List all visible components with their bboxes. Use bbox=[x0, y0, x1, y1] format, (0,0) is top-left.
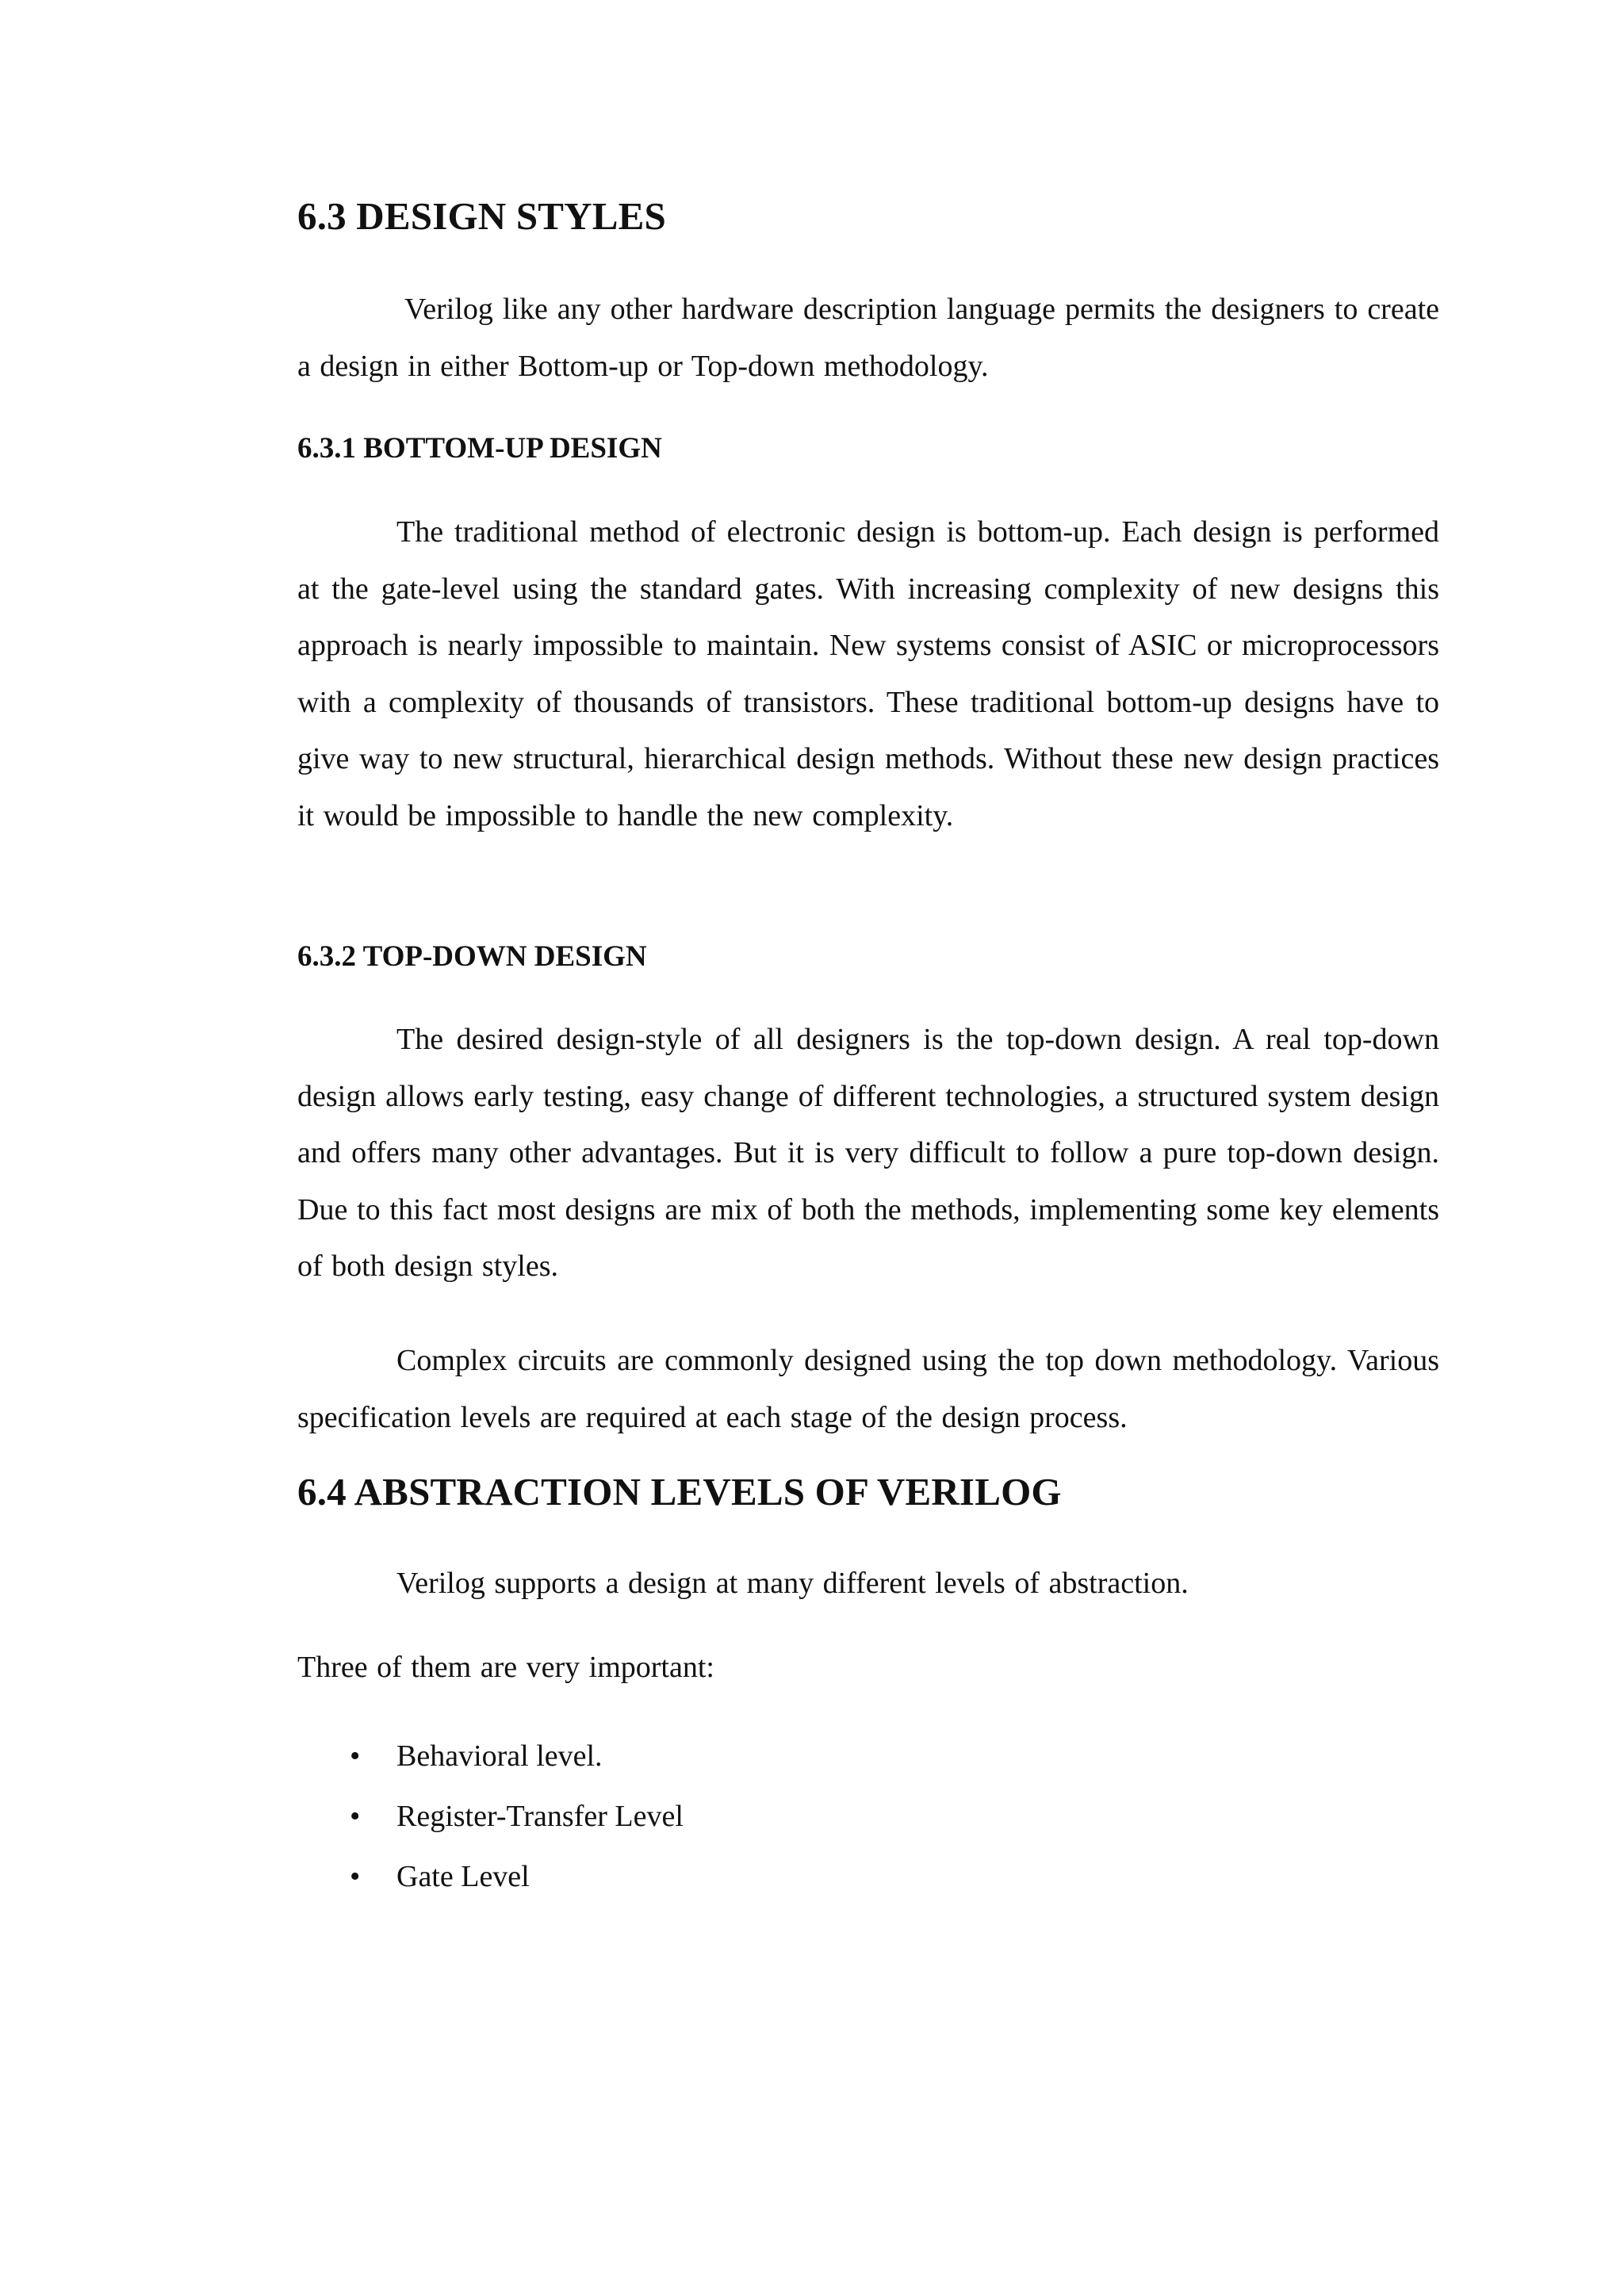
list-item-label: Register-Transfer Level bbox=[396, 1800, 684, 1833]
subsection-heading-top-down: 6.3.2 TOP-DOWN DESIGN bbox=[297, 940, 647, 973]
abstraction-lead-text: Three of them are very important: bbox=[297, 1651, 714, 1684]
bullet-icon: • bbox=[350, 1800, 361, 1833]
abstraction-levels-list bbox=[297, 1726, 1439, 1907]
top-down-paragraph-2: Complex circuits are commonly designed using the top down methodology. Various specification levels are required at each stage of the design process. bbox=[297, 1344, 1439, 1434]
list-item bbox=[297, 1726, 1439, 1786]
subsection-heading-bottom-up: 6.3.1 BOTTOM-UP DESIGN bbox=[297, 432, 662, 465]
section-heading-design-styles: 6.3 DESIGN STYLES bbox=[297, 194, 666, 238]
list-item-label: Behavioral level. bbox=[396, 1739, 603, 1773]
bottom-up-paragraph: The traditional method of electronic design is bottom-up. Each design is performed at the gate-level using the standard gates. With increasing complexity of new designs this approach is nearly impossible to maintain. New systems consist of ASIC or microprocessors with a complexity of thousands of transistors. These traditional bottom-up designs have to give way to new structural, hierarchical design methods. Without these new design practices it would be impossible to handle the new complexity. bbox=[297, 515, 1439, 832]
list-item bbox=[297, 1846, 1439, 1907]
top-down-paragraph-1: The desired design-style of all designers is the top-down design. A real top-down design allows early testing, easy change of different technologies, a structured system design and offers many other advantages. But it is very difficult to follow a pure top-down design. Due to this fact most designs are mix of both the methods, implementing some key elements of both design styles. bbox=[297, 1023, 1439, 1283]
section-heading-abstraction-levels: 6.4 ABSTRACTION LEVELS OF VERILOG bbox=[297, 1470, 1062, 1513]
list-item-label: Gate Level bbox=[396, 1860, 530, 1893]
list-item bbox=[297, 1786, 1439, 1846]
abstraction-paragraph: Verilog supports a design at many different levels of abstraction. bbox=[396, 1567, 1189, 1600]
bullet-icon: • bbox=[350, 1739, 361, 1773]
design-styles-intro: Verilog like any other hardware description language permits the designers to create a design in either Bottom-up or Top-down methodology. bbox=[297, 293, 1439, 383]
bullet-icon: • bbox=[350, 1860, 361, 1893]
